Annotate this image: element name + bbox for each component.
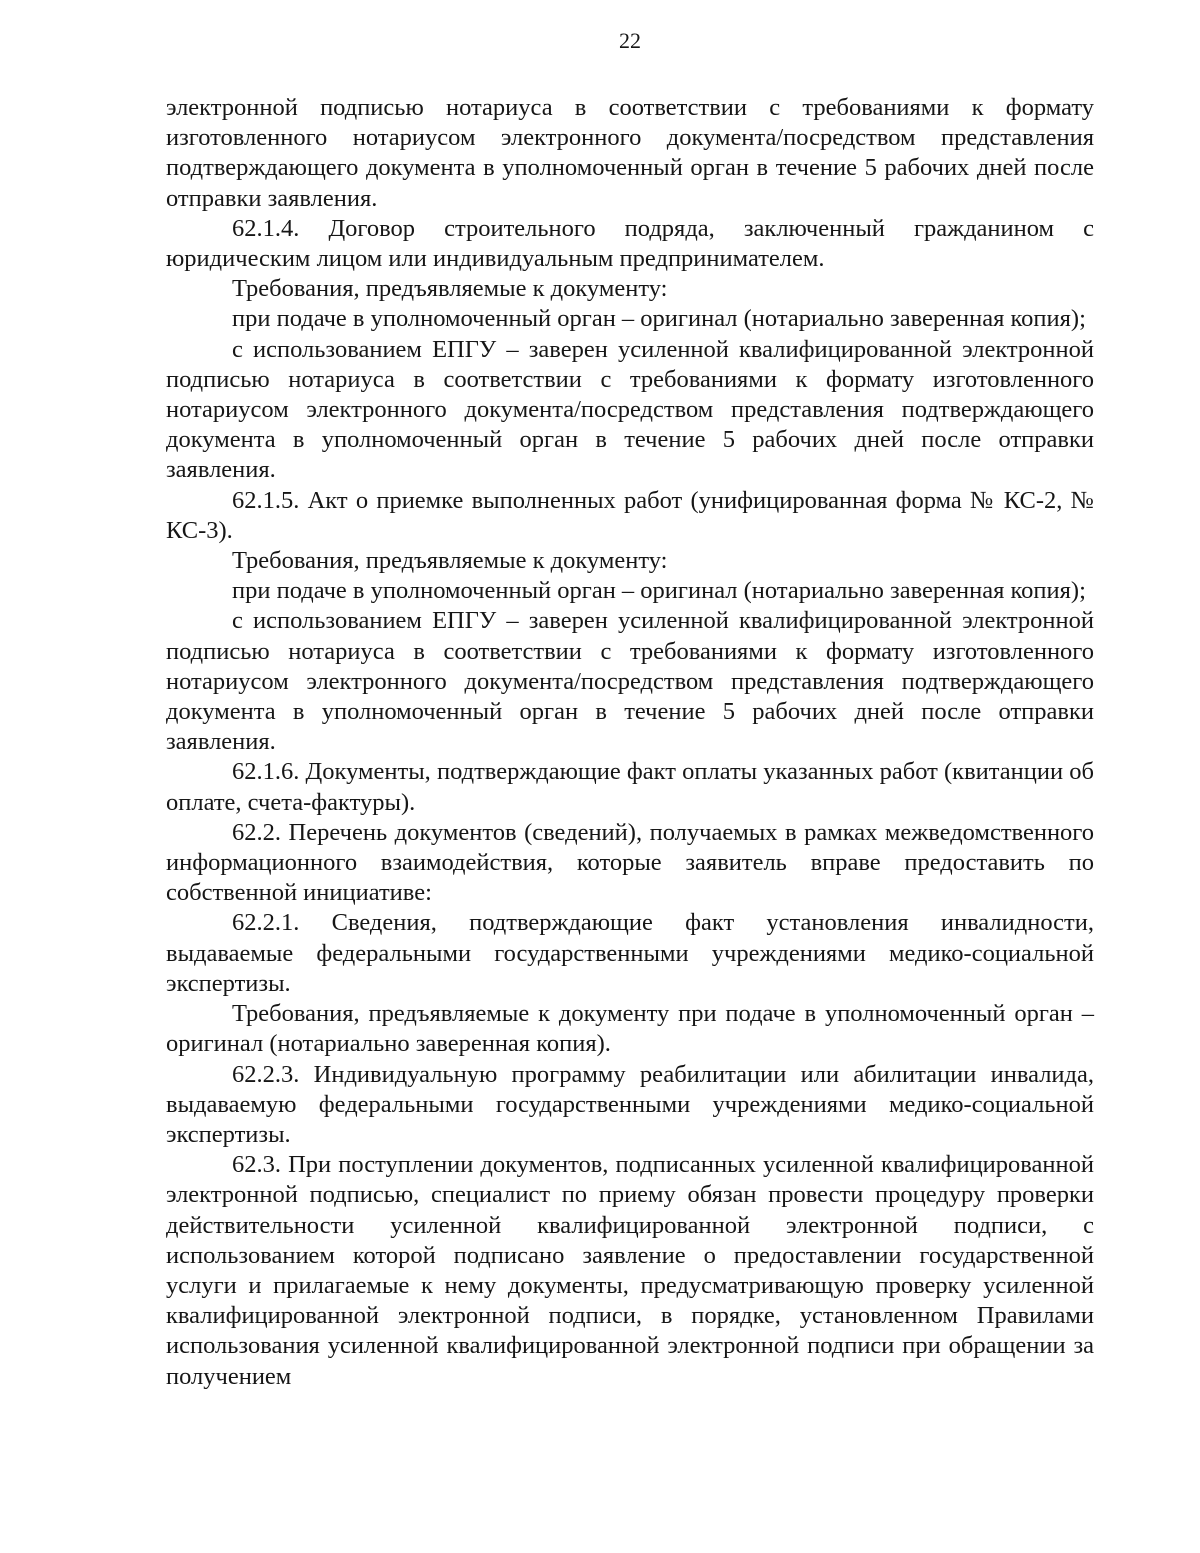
paragraph: Требования, предъявляемые к документу при подаче в уполномоченный орган – оригинал (нотариально заверенная копия). [166,1000,1094,1058]
paragraph: при подаче в уполномоченный орган – оригинал (нотариально заверенная копия); [232,577,1086,605]
paragraph-62-2-3: 62.2.3. Индивидуальную программу реабилитации или абилитации инвалида, выдаваемую федеральными государственными учреждениями медико-социальной экспертизы. [166,1060,1094,1148]
paragraph: Требования, предъявляемые к документу: [232,275,668,303]
paragraph-62-2-1: 62.2.1. Сведения, подтверждающие факт установления инвалидности, выдаваемые федеральными государственными учреждениями медико-социальной экспертизы. [166,909,1094,997]
paragraph: при подаче в уполномоченный орган – оригинал (нотариально заверенная копия); [232,305,1086,333]
page-number: 22 [619,28,641,53]
paragraph-62-1-5: 62.1.5. Акт о приемке выполненных работ (унифицированная форма № КС-2, № КС-3). [166,486,1094,544]
paragraph: электронной подписью нотариуса в соответствии с требованиями к формату изготовленного нотариусом электронного документа/посредством представления подтверждающего документа в уполномоченный орган в течение 5 рабочих дней после отправки заявления. [166,94,1094,212]
paragraph: Требования, предъявляемые к документу: [232,547,668,575]
paragraph: с использованием ЕПГУ – заверен усиленной квалифицированной электронной подписью нотариуса в соответствии с требованиями к формату изготовленного нотариусом электронного документа/посредством представления подтверждающего документа в уполномоченный орган в течение 5 рабочих дней после отправки заявления. [166,335,1094,484]
paragraph-62-2: 62.2. Перечень документов (сведений), получаемых в рамках межведомственного информационного взаимодействия, которые заявитель вправе предоставить по собственной инициативе: [166,818,1094,907]
paragraph: с использованием ЕПГУ – заверен усиленной квалифицированной электронной подписью нотариуса в соответствии с требованиями к формату изготовленного нотариусом электронного документа/посредством представления подтверждающего документа в уполномоченный орган в течение 5 рабочих дней после отправки заявления. [166,607,1094,756]
paragraph-62-1-4: 62.1.4. Договор строительного подряда, заключенный гражданином с юридическим лицом или индивидуальным предпринимателем. [166,214,1094,273]
paragraph-62-3: 62.3. При поступлении документов, подписанных усиленной квалифицированной электронной подписью, специалист по приему обязан провести процедуру проверки действительности усиленной квалифицированной электронной подписи, с использованием которой подписано заявление о предоставлении государственной услуги и прилагаемые к нему документы, предусматривающую проверку усиленной квалифицированной электронной подписи, в порядке, установленном Правилами использования усиленной квалифицированной электронной подписи при обращении за получением [166,1151,1094,1390]
paragraph-62-1-6: 62.1.6. Документы, подтверждающие факт оплаты указанных работ (квитанции об оплате, счета-фактуры). [166,758,1094,816]
document-body [166,93,1094,1392]
